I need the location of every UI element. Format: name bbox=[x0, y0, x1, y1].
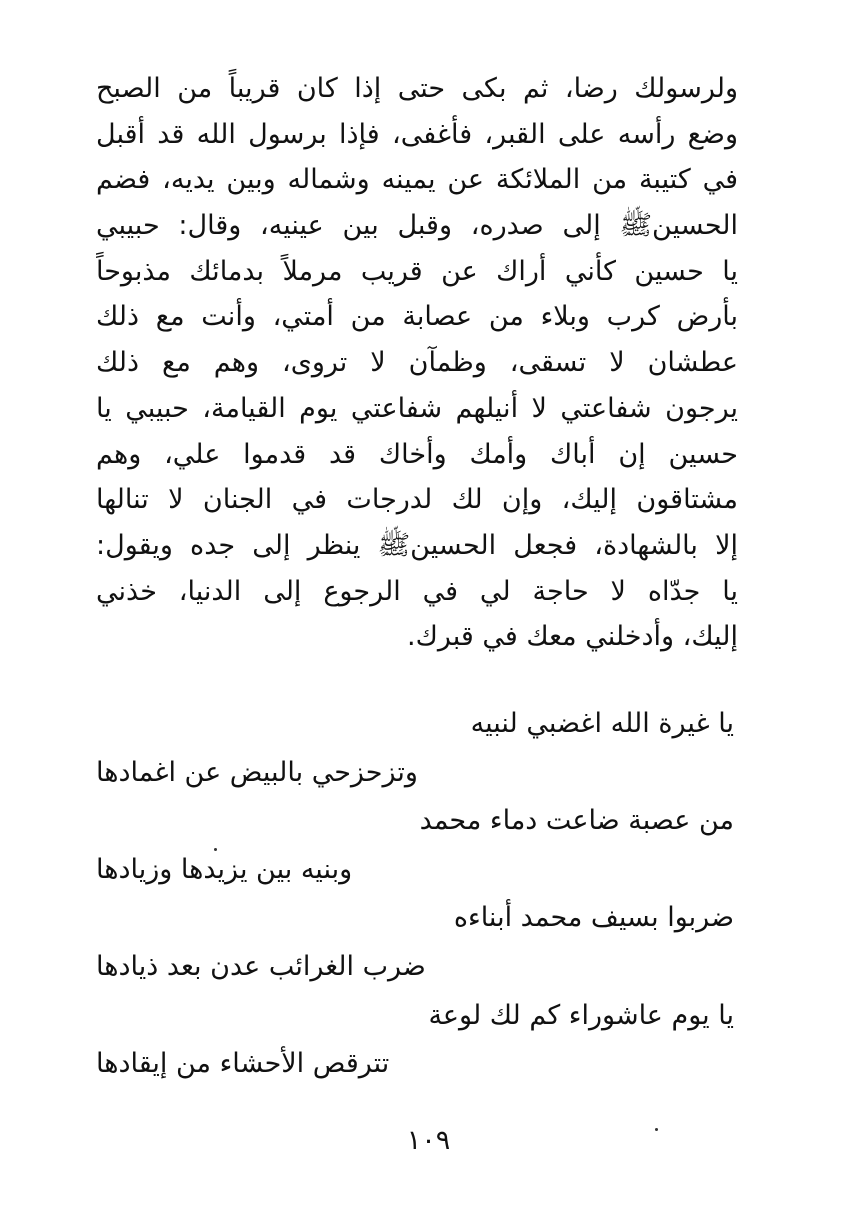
poem-hemistich: ضرب الغرائب عدن بعد ذيادها bbox=[96, 950, 426, 982]
poem bbox=[96, 700, 738, 1089]
prose-line: مشتاقون إليك، وإن لك لدرجات في الجنان لا تنالها bbox=[96, 484, 738, 516]
prose-line: يا حسين كأني أراك عن قريب مرملاً بدمائك مذبوحاً bbox=[96, 255, 738, 287]
prose-line: عطشان لا تسقى، وظمآن لا تروى، وهم مع ذلك bbox=[96, 347, 738, 379]
poem-hemistich: تترقص الأحشاء من إيقادها bbox=[96, 1048, 390, 1080]
prose-line: إلا بالشهادة، فجعل الحسينﷺ ينظر إلى جده ويقول: bbox=[96, 529, 738, 561]
poem-hemistich: ضربوا بسيف محمد أبناءه bbox=[453, 902, 734, 934]
page-number: ١٠٩ bbox=[406, 1125, 451, 1156]
poem-hemistich: وبنيه بين يزيدها وزيادها bbox=[96, 853, 353, 885]
prose-line: يا جدّاه لا حاجة لي في الرجوع إلى الدنيا، خذني bbox=[96, 575, 738, 607]
prose-line: حسين إن أباك وأمك وأخاك قد قدموا علي، وهم bbox=[96, 438, 738, 470]
poem-hemistich: من عصبة ضاعت دماء محمد bbox=[419, 805, 734, 837]
prose-line: في كتيبة من الملائكة عن يمينه وشماله وبين يديه، فضم bbox=[96, 164, 738, 196]
poem-hemistich: يا يوم عاشوراء كم لك لوعة bbox=[428, 999, 734, 1031]
poem-hemistich: يا غيرة الله اغضبي لنبيه bbox=[470, 708, 734, 739]
print-speck bbox=[214, 848, 217, 851]
poem-hemistich: وتزحزحي بالبيض عن اغمادها bbox=[96, 756, 418, 788]
prose-line: بأرض كرب وبلاء من عصابة من أمتي، وأنت مع ذلك bbox=[96, 301, 738, 333]
prose-line: يرجون شفاعتي لا أنيلهم شفاعتي يوم القيامة، حبيبي يا bbox=[96, 392, 738, 424]
prose-paragraph bbox=[96, 66, 738, 660]
prose-line: وضع رأسه على القبر، فأغفى، فإذا برسول الله قد أقبل bbox=[96, 118, 738, 150]
print-speck bbox=[655, 1128, 658, 1131]
prose-line: الحسينﷺ إلى صدره، وقبل بين عينيه، وقال: حبيبي bbox=[96, 210, 738, 242]
prose-line: ولرسولك رضا، ثم بكى حتى إذا كان قريباً من الصبح bbox=[96, 73, 738, 104]
prose-line: إليك، وأدخلني معك في قبرك. bbox=[407, 621, 738, 653]
